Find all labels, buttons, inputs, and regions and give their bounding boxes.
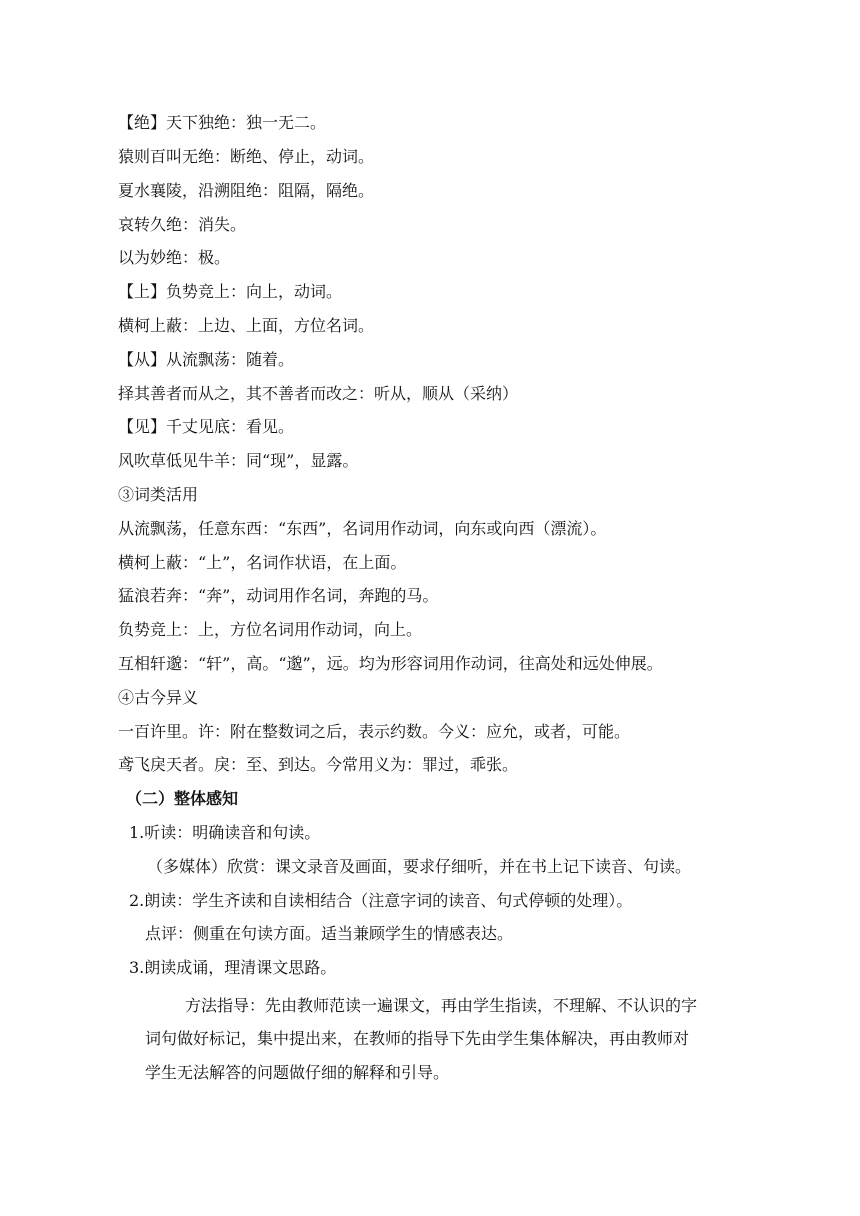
text-line: 【绝】天下独绝：独一无二。 xyxy=(118,113,327,132)
text-line: 鸢飞戾天者。戾：至、到达。今常用义为：罪过，乖张。 xyxy=(118,755,519,774)
text-line: 点评：侧重在句读方面。适当兼顾学生的情感表达。 xyxy=(145,924,514,943)
text-line: 横柯上蔽：“上”，名词作状语，在上面。 xyxy=(118,553,407,572)
text-line: 【见】千丈见底：看见。 xyxy=(118,417,295,436)
text-line: 2.朗读：学生齐读和自读相结合（注意字词的读音、句式停顿的处理）。 xyxy=(129,891,633,910)
text-line: （多媒体）欣赏：课文录音及画面，要求仔细听，并在书上记下读音、句读。 xyxy=(147,857,692,876)
text-line: 负势竞上：上，方位名词用作动词，向上。 xyxy=(118,620,423,639)
text-line: 【上】负势竞上：向上，动词。 xyxy=(118,282,343,301)
text-line: 猿则百叫无绝：断绝、停止，动词。 xyxy=(118,147,375,166)
section-heading: ④古今异义 xyxy=(118,688,199,707)
text-line: 哀转久绝：消失。 xyxy=(118,215,247,234)
text-line: 词句做好标记，集中提出来，在教师的指导下先由学生集体解决，再由教师对 xyxy=(145,1029,690,1048)
text-line: 学生无法解答的问题做仔细的解释和引导。 xyxy=(145,1063,450,1082)
text-line: 1.听读：明确读音和句读。 xyxy=(129,823,321,842)
text-line: 择其善者而从之，其不善者而改之：听从，顺从（采纳） xyxy=(118,384,519,403)
text-line: 夏水襄陵，沿溯阻绝：阻隔，隔绝。 xyxy=(118,181,375,200)
section-heading: ③词类活用 xyxy=(118,485,199,504)
text-line: 互相轩邈：“轩”，高。“邈”，远。均为形容词用作动词，往高处和远处伸展。 xyxy=(118,654,663,673)
text-line: 横柯上蔽：上边、上面，方位名词。 xyxy=(118,316,375,335)
text-line: 一百许里。许：附在整数词之后，表示约数。今义：应允，或者，可能。 xyxy=(118,722,631,741)
text-line: 从流飘荡，任意东西：“东西”，名词用作动词，向东或向西（漂流）。 xyxy=(118,519,607,538)
text-line: 方法指导：先由教师范读一遍课文，再由学生指读，不理解、不认识的字 xyxy=(185,996,698,1015)
text-line: 以为妙绝：极。 xyxy=(118,248,231,267)
section-heading: （二）整体感知 xyxy=(126,789,239,808)
text-line: 猛浪若奔：“奔”，动词用作名词，奔跑的马。 xyxy=(118,586,439,605)
text-line: 风吹草低见牛羊：同“现”，显露。 xyxy=(118,451,359,470)
text-line: 3.朗读成诵，理清课文思路。 xyxy=(129,958,337,977)
text-line: 【从】从流飘荡：随着。 xyxy=(118,350,295,369)
